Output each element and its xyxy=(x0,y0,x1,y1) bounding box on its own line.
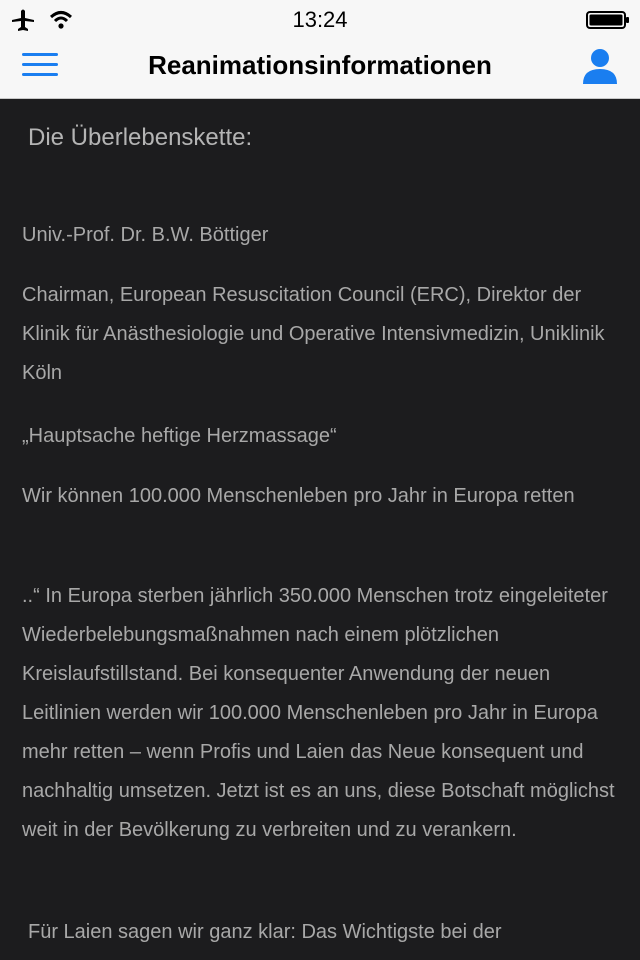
status-bar xyxy=(0,0,640,40)
article-content xyxy=(0,99,640,960)
body-paragraph: ..“ In Europa sterben jährlich 350.000 Menschen trotz eingeleiteter Wiederbelebungsmaßnahmen nach einem plötzlichen Kreislaufstillstand. Bei konsequenter Anwendung der neuen Leitlinien werden wir 100.000 Menschenleben pro Jahr in Europa mehr retten – wenn Profis und Laien das Neue konsequent und nachhaltig umsetzen. Jetzt ist es an uns, diese Botschaft möglichst weit in der Bevölkerung zu verbreiten und zu verankern. xyxy=(22,585,615,841)
author-name: Univ.-Prof. Dr. B.W. Böttiger xyxy=(22,224,269,246)
user-icon[interactable] xyxy=(580,46,620,86)
battery-icon xyxy=(586,11,630,29)
navigation-bar xyxy=(0,40,640,99)
quote-text: „Hauptsache heftige Herzmassage“ xyxy=(22,425,337,447)
laien-paragraph: Für Laien sagen wir ganz klar: Das Wichtigste bei der xyxy=(28,921,502,943)
status-time: 13:24 xyxy=(292,7,348,32)
section-heading: Die Überlebenskette: xyxy=(28,124,253,151)
claim-text: Wir können 100.000 Menschenleben pro Jahr in Europa retten xyxy=(22,485,575,507)
author-affiliation: Chairman, European Resuscitation Council (ERC), Direktor der Klinik für Anästhesiologie und Operative Intensivmedizin, Uniklinik Köln xyxy=(22,284,605,384)
page-title: Reanimationsinformationen xyxy=(148,50,492,80)
